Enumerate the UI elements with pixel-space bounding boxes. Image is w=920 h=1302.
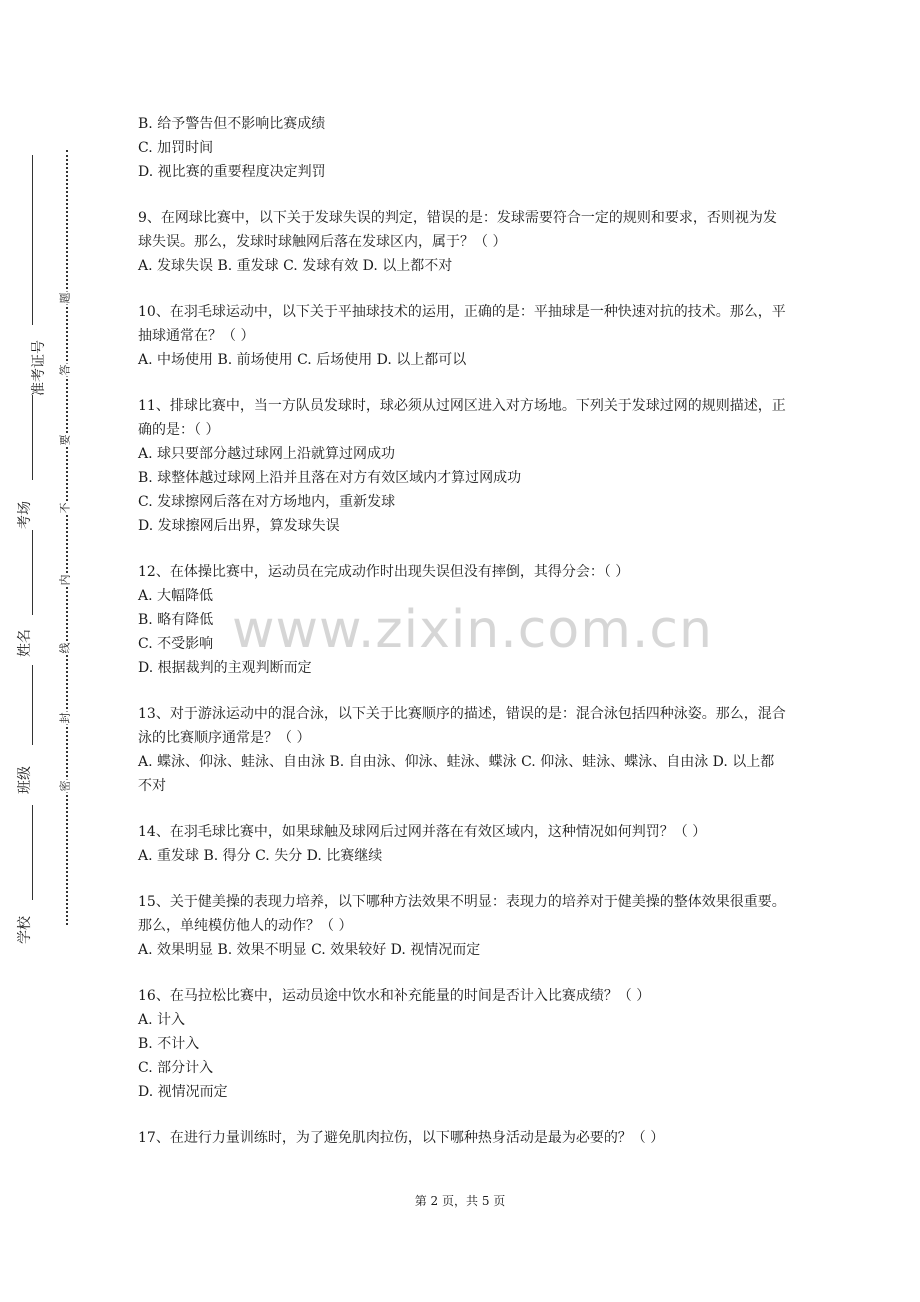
question-option: D. 根据裁判的主观判断而定 [138,660,312,676]
question-option: A. 蝶泳、仰泳、蛙泳、自由泳 B. 自由泳、仰泳、蛙泳、蝶泳 C. 仰泳、蛙泳、蝶泳、自由泳 D. 以上都不对 [138,754,775,794]
option-line: D. 视比赛的重要程度决定判罚 [138,164,326,180]
question-option: A. 重发球 B. 得分 C. 失分 D. 比赛继续 [138,848,383,864]
side-label: 学校 [17,916,33,944]
question-item [138,702,788,798]
watermark: www.zixin.com.cn [232,600,713,660]
question-item [138,1126,788,1150]
binding-word: 要 [58,434,72,446]
question-item [138,984,788,1104]
fill-in-line [32,805,33,900]
side-label: 准考证号 [31,340,47,396]
question-item [138,820,788,868]
question-option: B. 球整体越过球网上沿并且落在对方有效区域内才算过网成功 [138,470,522,486]
question-option: A. 大幅降低 [138,588,214,604]
binding-word: 答 [58,364,72,376]
question-item [138,560,788,680]
question-stem: 17、在进行力量训练时，为了避免肌肉拉伤，以下哪种热身活动是最为必要的？（ ） [138,1130,665,1146]
question-option: C. 不受影响 [138,636,214,652]
question-option: D. 发球擦网后出界，算发球失误 [138,518,340,534]
exam-content [138,112,788,1150]
binding-word: 密 [58,780,72,792]
side-label: 姓名 [17,629,33,657]
question-option: D. 视情况而定 [138,1084,228,1100]
question-stem: 9、在网球比赛中，以下关于发球失误的判定，错误的是：发球需要符合一定的规则和要求，否则视为发球失误。那么，发球时球触网后落在发球区内，属于？（ ） [138,210,777,250]
question-option: C. 部分计入 [138,1060,214,1076]
binding-word: 内 [58,574,72,586]
binding-dotted-line [66,150,68,925]
question-item [138,890,788,962]
binding-word: 线 [58,642,72,654]
question-option: A. 计入 [138,1012,186,1028]
binding-word: 不 [58,502,72,514]
side-label: 班级 [17,766,33,794]
question-list [138,206,788,1150]
question-stem: 10、在羽毛球运动中，以下关于平抽球技术的运用，正确的是：平抽球是一种快速对抗的技术。那么，平抽球通常在？（ ） [138,304,786,344]
option-line: C. 加罚时间 [138,140,214,156]
option-line: B. 给予警告但不影响比赛成绩 [138,116,326,132]
question-option: B. 不计入 [138,1036,200,1052]
question-stem: 13、对于游泳运动中的混合泳，以下关于比赛顺序的描述，错误的是：混合泳包括四种泳姿。那么，混合泳的比赛顺序通常是？（ ） [138,706,786,746]
question-option: A. 中场使用 B. 前场使用 C. 后场使用 D. 以上都可以 [138,352,467,368]
question-option: A. 球只要部分越过球网上沿就算过网成功 [138,446,396,462]
side-label: 考场 [17,501,33,529]
question-option: A. 效果明显 B. 效果不明显 C. 效果较好 D. 视情况而定 [138,942,481,958]
page-footer: 第 2 页，共 5 页 [414,1194,506,1208]
question-option: A. 发球失误 B. 重发球 C. 发球有效 D. 以上都不对 [138,258,453,274]
fill-in-line [32,155,33,325]
question-item [138,206,788,278]
binding-word: 封 [58,712,72,724]
question-option: B. 略有降低 [138,612,214,628]
question-stem: 14、在羽毛球比赛中，如果球触及球网后过网并落在有效区域内，这种情况如何判罚？（ ） [138,824,707,840]
question-stem: 12、在体操比赛中，运动员在完成动作时出现失误但没有摔倒，其得分会：（ ） [138,564,630,580]
fill-in-line [32,665,33,745]
question-stem: 15、关于健美操的表现力培养，以下哪种方法效果不明显：表现力的培养对于健美操的整体效果很重要。那么，单纯模仿他人的动作？（ ） [138,894,786,934]
question-option: C. 发球擦网后落在对方场地内，重新发球 [138,494,396,510]
fill-in-line [32,530,33,615]
binding-word: 题 [58,292,72,304]
question-stem: 11、排球比赛中，当一方队员发球时，球必须从过网区进入对方场地。下列关于发球过网的规则描述，正确的是：（ ） [138,398,786,438]
top-options [138,112,788,184]
question-stem: 16、在马拉松比赛中，运动员途中饮水和补充能量的时间是否计入比赛成绩？（ ） [138,988,651,1004]
question-item [138,394,788,538]
question-item [138,300,788,372]
fill-in-line [32,395,33,480]
